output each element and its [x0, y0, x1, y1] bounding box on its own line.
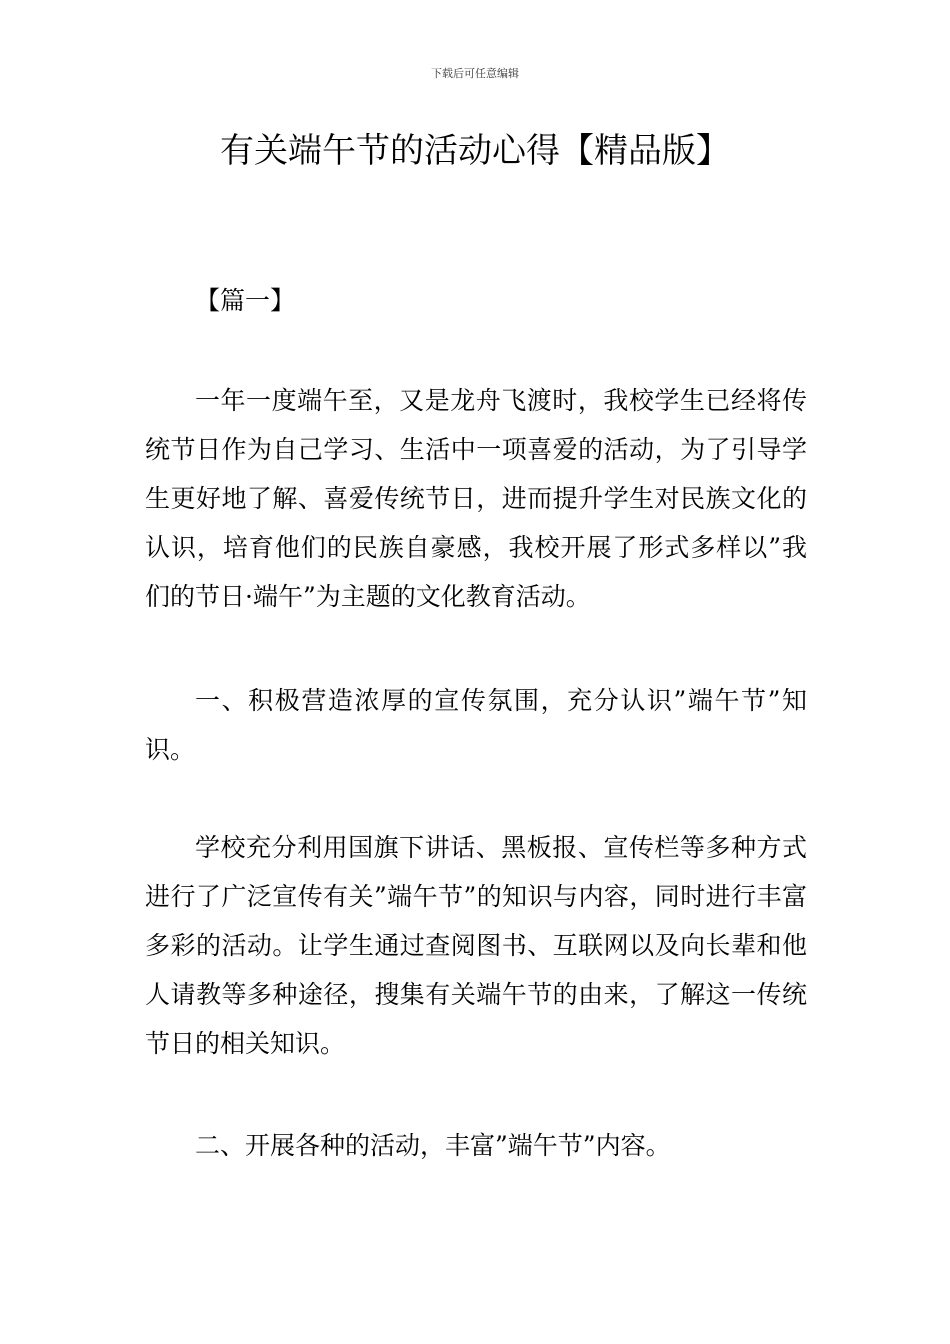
paragraph-intro: 一年一度端午至，又是龙舟飞渡时，我校学生已经将传统节日作为自己学习、生活中一项喜爱的活动，为了引导学生更好地了解、喜爱传统节日，进而提升学生对民族文化的认识，培育他们的民族自豪感，我校开展了形式多样以”我们的节日·端午”为主题的文化教育活动。: [145, 386, 807, 611]
section-label: 【篇一】: [195, 286, 296, 315]
header-note: 下载后可任意编辑: [431, 67, 519, 80]
paragraph-heading-one: 一、积极营造浓厚的宣传氛围，充分认识”端午节”知识。: [145, 686, 807, 764]
paragraph-promotion: 学校充分利用国旗下讲话、黑板报、宣传栏等多种方式进行了广泛宣传有关”端午节”的知识与内容，同时进行丰富多彩的活动。让学生通过查阅图书、互联网以及向长辈和他人请教等多种途径，搜集有关端午节的由来，了解这一传统节日的相关知识。: [145, 833, 807, 1058]
paragraph-heading-two: 二、开展各种的活动，丰富”端午节”内容。: [195, 1131, 671, 1160]
document-title: 有关端午节的活动心得【精品版】: [220, 131, 730, 171]
